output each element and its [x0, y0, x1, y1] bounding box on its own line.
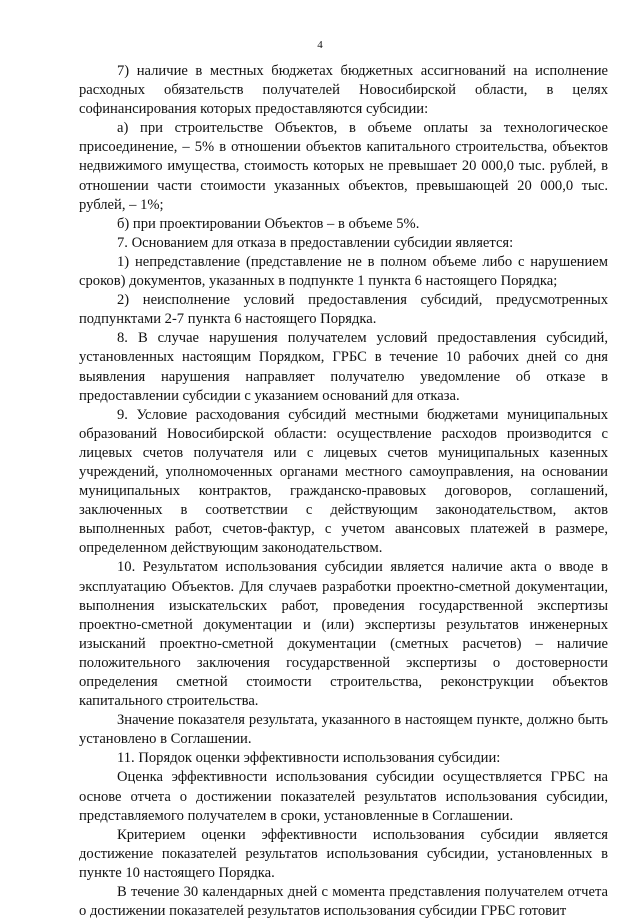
paragraph-subitem-b-design: б) при проектировании Объектов – в объеме 5%.	[117, 215, 420, 232]
paragraph-evaluation-timeline: В течение 30 календарных дней с момента представления получателем отчета о достижении показателей результатов использования субсидии ГРБС готовит	[79, 884, 608, 920]
paragraph-refusal-ground-2: 2) неисполнение условий предоставления субсидий, предусмотренных подпунктами 2-7 пункта 6 настоящего Порядка.	[79, 292, 608, 328]
paragraph-evaluation-criterion: Критерием оценки эффективности использования субсидии является достижение показателей результатов использования субсидии, установленных в пункте 10 настоящего Порядка.	[79, 826, 608, 881]
paragraph-item-7-budget-allocations: 7) наличие в местных бюджетах бюджетных ассигнований на исполнение расходных обязательств получателей Новосибирской области, в целях софинансирования которых предоставляются субсидии:	[79, 63, 608, 118]
paragraph-section-7-refusal-grounds: 7. Основанием для отказа в предоставлении субсидии является:	[117, 234, 514, 251]
paragraph-section-11-evaluation: 11. Порядок оценки эффективности использования субсидии:	[117, 750, 501, 767]
paragraph-result-indicator: Значение показателя результата, указанного в настоящем пункте, должно быть установлено в Соглашении.	[79, 712, 608, 748]
paragraph-refusal-ground-1: 1) непредставление (представление не в полном объеме либо с нарушением сроков) документов, указанных в подпункте 1 пункта 6 настоящего Порядка;	[79, 253, 608, 290]
paragraph-subitem-a-construction: а) при строительстве Объектов, в объеме оплаты за технологическое присоединение, – 5% в отношении объектов капитального строительства, объектов недвижимого имущества, стоимость которых не превышает 20 000,0 тыс. рублей, в отношении части стоимости указанных объектов, превышающей 20 000,0 тыс. рублей, – 1%;	[79, 120, 608, 213]
document-body	[79, 62, 608, 921]
paragraph-section-10-result: 10. Результатом использования субсидии является наличие акта о вводе в эксплуатацию Объектов. Для случаев разработки проектно-сметной документации, выполнения изыскательских работ, проведения государственной экспертизы проектно-сметной документации и (или) экспертизы результатов инженерных изысканий проектно-сметной документации (сметных расчетов) – наличие положительного заключения государственной экспертизы о достоверности определения сметной стоимости строительства, реконструкции объектов капитального строительства.	[79, 559, 608, 710]
page-number: 4	[317, 39, 323, 51]
paragraph-section-8-violation: 8. В случае нарушения получателем условий предоставления субсидий, установленных настоящим Порядком, ГРБС в течение 10 рабочих дней со дня выявления нарушения направляет получателю уведомление об отказе в предоставлении субсидии с указанием оснований для отказа.	[79, 330, 608, 404]
paragraph-evaluation-basis: Оценка эффективности использования субсидии осуществляется ГРБС на основе отчета о достижении показателей результатов использования субсидии, представляемого получателем в сроки, установленные в Соглашении.	[79, 769, 608, 824]
paragraph-section-9-spending-condition: 9. Условие расходования субсидий местными бюджетами муниципальных образований Новосибирской области: осуществление расходов производится с лицевых счетов получателя или с лицевых счетов муниципальных казенных учреждений, уполномоченных органами местного самоуправления, на основании муниципальных контрактов, гражданско-правовых договоров, соглашений, заключенных в соответствии с действующим законодательством, актов выполненных работ, счетов-фактур, с учетом авансовых платежей в размере, определенном действующим законодательством.	[79, 406, 608, 557]
